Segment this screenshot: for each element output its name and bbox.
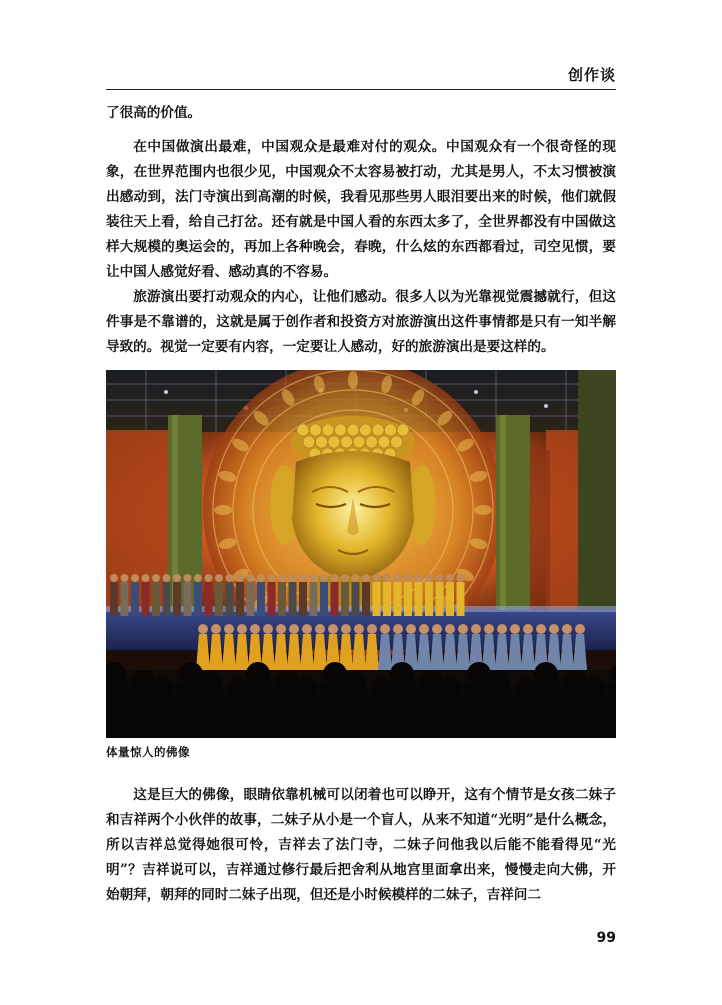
running-header-title: 创作谈 [567,66,616,84]
stage-photo-buddha [106,370,616,738]
page-number: 99 [596,930,616,946]
body-paragraph: 在中国做演出最难，中国观众是最难对付的观众。中国观众有一个很奇怪的现象，在世界范围内也很少见，中国观众不太容易被打动，尤其是男人，不太习惯被演出感动到，法门寺演出到高潮的时候，我看见那些男人眼泪要出来的时候，他们就假装往天上看，给自己打岔。还有就是中国人看的东西太多了，全世界都没有中国做这样大规模的奥运会的，再加上各种晚会，春晚，什么炫的东西都看过，司空见惯，要让中国人感觉好看、感动真的不容易。 [106,139,616,280]
photo-caption: 体量惊人的佛像 [106,745,190,759]
body-paragraph: 旅游演出要打动观众的内心，让他们感动。很多人以为光靠视觉震撼就行，但这件事是不靠谱的，这就是属于创作者和投资方对旅游演出这件事情都是只有一知半解导致的。视觉一定要有内容，一定要让人感动，好的旅游演出是要这样的。 [106,289,616,355]
body-paragraph: 了很高的价值。 [106,105,202,121]
body-paragraph: 这是巨大的佛像，眼睛依靠机械可以闭着也可以睁开，这有个情节是女孩二妹子和吉祥两个小伙伴的故事，二妹子从小是一个盲人，从来不知道“光明”是什么概念，所以吉祥总觉得她很可怜，吉祥去了法门寺，二妹子问他我以后能不能看得见“光明”？吉祥说可以，吉祥通过修行最后把舍利从地宫里面拿出来，慢慢走向大佛，开始朝拜，朝拜的同时二妹子出现，但还是小时候模样的二妹子，吉祥问二 [106,787,616,903]
header-rule [106,89,616,90]
